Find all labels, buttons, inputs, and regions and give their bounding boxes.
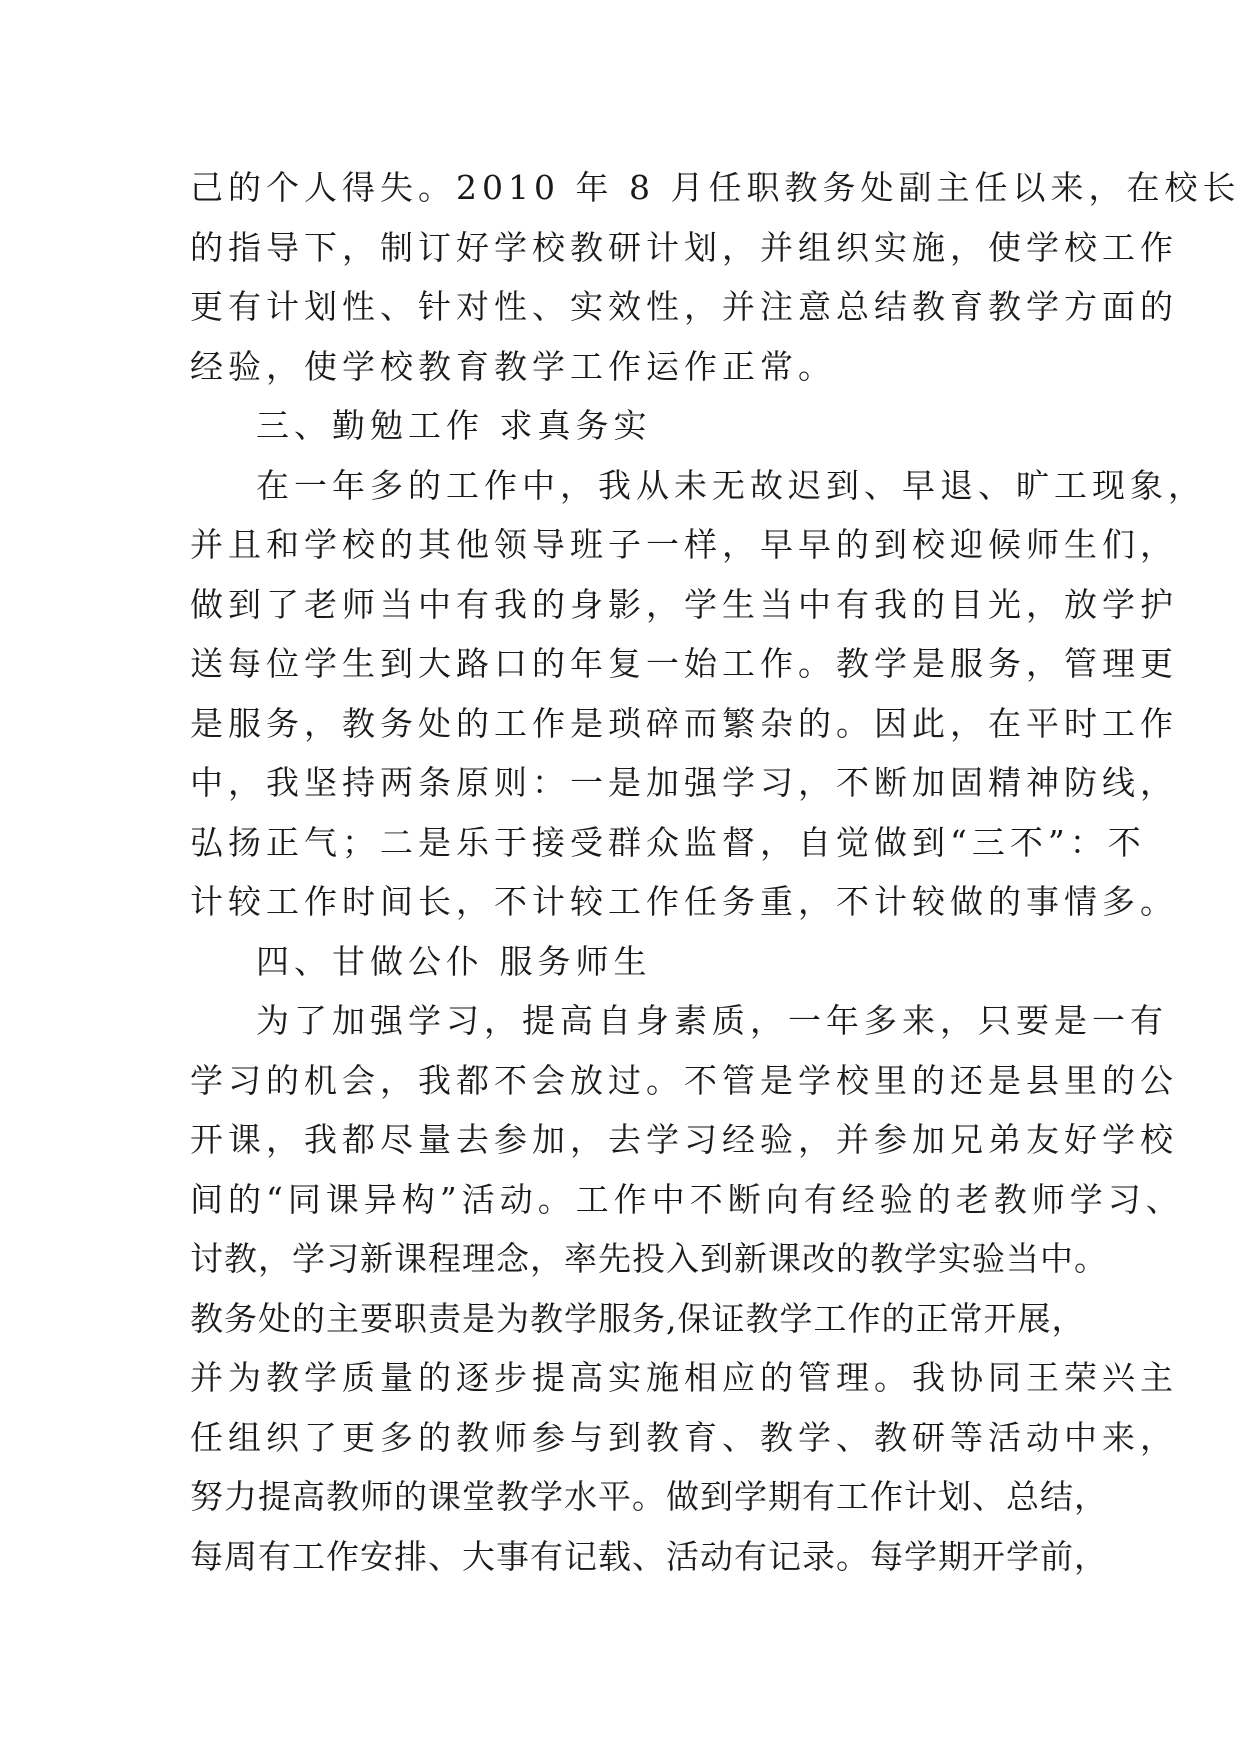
text-line: 是服务，教务处的工作是琐碎而繁杂的。因此，在平时工作: [190, 703, 1178, 743]
paragraph-start-line: 在一年多的工作中，我从未无故迟到、早退、旷工现象，: [256, 465, 1206, 505]
text-line: 做到了老师当中有我的身影，学生当中有我的目光，放学护: [190, 584, 1178, 624]
text-line: 弘扬正气；二是乐于接受群众监督，自觉做到“三不”：不: [190, 822, 1146, 862]
text-line: 讨教，学习新课程理念，率先投入到新课改的教学实验当中。: [190, 1239, 1108, 1278]
text-line: 更有计划性、针对性、实效性，并注意总结教育教学方面的: [190, 287, 1178, 326]
text-line: 经验，使学校教育教学工作运作正常。: [190, 346, 836, 386]
text-line: 中，我坚持两条原则：一是加强学习，不断加固精神防线，: [190, 763, 1178, 802]
text-line: 任组织了更多的教师参与到教育、教学、教研等活动中来，: [190, 1417, 1178, 1457]
text-line: 教务处的主要职责是为教学服务,保证教学工作的正常开展，: [190, 1298, 1086, 1338]
text-line: 计较工作时间长，不计较工作任务重，不计较做的事情多。: [190, 882, 1178, 921]
paragraph-start-line: 三、勤勉工作 求真务实: [256, 406, 652, 445]
text-line: 每周有工作安排、大事有记载、活动有记录。每学期开学前，: [190, 1536, 1108, 1576]
text-line: 送每位学生到大路口的年复一始工作。教学是服务，管理更: [190, 644, 1178, 683]
paragraph-start-line: 为了加强学习，提高自身素质，一年多来，只要是一有: [256, 1001, 1168, 1040]
text-line: 间的“同课异构”活动。工作中不断向有经验的老教师学习、: [190, 1179, 1184, 1219]
text-line: 学习的机会，我都不会放过。不管是学校里的还是县里的公: [190, 1060, 1178, 1100]
paragraph-start-line: 四、甘做公仆 服务师生: [256, 941, 652, 981]
body-text: [190, 158, 1241, 1586]
text-line: 的指导下，制订好学校教研计划，并组织实施，使学校工作: [190, 227, 1178, 267]
text-line: 己的个人得失。2010 年 8 月任职教务处副主任以来，在校长: [190, 168, 1241, 207]
text-line: 开课，我都尽量去参加，去学习经验，并参加兄弟友好学校: [190, 1120, 1178, 1159]
text-line: 并且和学校的其他领导班子一样，早早的到校迎候师生们，: [190, 525, 1178, 564]
text-line: 努力提高教师的课堂教学水平。做到学期有工作计划、总结，: [190, 1477, 1108, 1516]
text-line: 并为教学质量的逐步提高实施相应的管理。我协同王荣兴主: [190, 1358, 1178, 1397]
